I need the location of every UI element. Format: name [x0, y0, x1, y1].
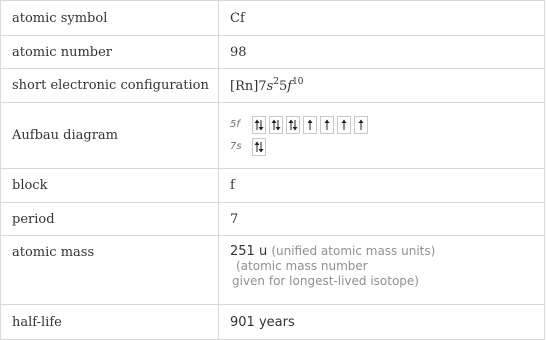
config-f-orbital: f: [287, 79, 293, 94]
config-core: [Rn]7: [230, 79, 267, 94]
mass-value: 251 u: [230, 244, 268, 259]
aufbau-diagram: [219, 103, 545, 169]
table-row: [1, 169, 545, 203]
table-row: [1, 36, 545, 69]
mass-unit-note: (unified atomic mass units): [271, 244, 436, 258]
row-value: 901 years: [219, 305, 545, 340]
table-row: [1, 236, 545, 305]
row-value: 7: [219, 203, 545, 236]
config-s-orbital: s: [266, 79, 274, 94]
row-label: atomic symbol: [1, 1, 219, 36]
orbital-boxes: [252, 138, 269, 156]
row-label: atomic number: [1, 36, 219, 69]
electron-configuration: [219, 69, 545, 103]
row-value: 98: [219, 36, 545, 69]
row-label: block: [1, 169, 219, 203]
table-row: [1, 305, 545, 340]
row-label: period: [1, 203, 219, 236]
atomic-mass-value: [219, 236, 545, 305]
row-label: short electronic configuration: [1, 69, 219, 103]
orbital-box: [269, 116, 283, 134]
orbital-label: 7s: [230, 141, 242, 152]
row-label: half-life: [1, 305, 219, 340]
up-spin-arrow-icon: [322, 118, 332, 132]
mass-note-line1: (atomic mass number: [236, 259, 368, 273]
up-spin-arrow-icon: [339, 118, 349, 132]
up-spin-arrow-icon: [305, 118, 315, 132]
orbital-box: [303, 116, 317, 134]
orbital-label: 5f: [230, 119, 240, 130]
aufbau-row-7s: [230, 136, 544, 158]
config-s-exponent: 2: [273, 77, 279, 87]
orbital-boxes: [252, 116, 371, 134]
config-f-exponent: 10: [292, 77, 304, 87]
up-spin-arrow-icon: [356, 118, 366, 132]
table-row: [1, 69, 545, 103]
paired-spin-arrows-icon: [254, 118, 264, 132]
orbital-box: [320, 116, 334, 134]
config-mid: 5: [278, 79, 288, 94]
row-label: atomic mass: [1, 236, 219, 305]
row-value: Cf: [219, 1, 545, 36]
row-value: f: [219, 169, 545, 203]
orbital-box: [286, 116, 300, 134]
orbital-box: [252, 138, 266, 156]
paired-spin-arrows-icon: [254, 140, 264, 154]
table-row: [1, 203, 545, 236]
orbital-box: [354, 116, 368, 134]
orbital-box: [337, 116, 351, 134]
table-row: [1, 103, 545, 169]
mass-note-line2: given for longest-lived isotope): [232, 274, 419, 288]
row-label: Aufbau diagram: [1, 103, 219, 169]
table-row: [1, 1, 545, 36]
orbital-box: [252, 116, 266, 134]
paired-spin-arrows-icon: [271, 118, 281, 132]
paired-spin-arrows-icon: [288, 118, 298, 132]
aufbau-row-5f: [230, 114, 544, 136]
